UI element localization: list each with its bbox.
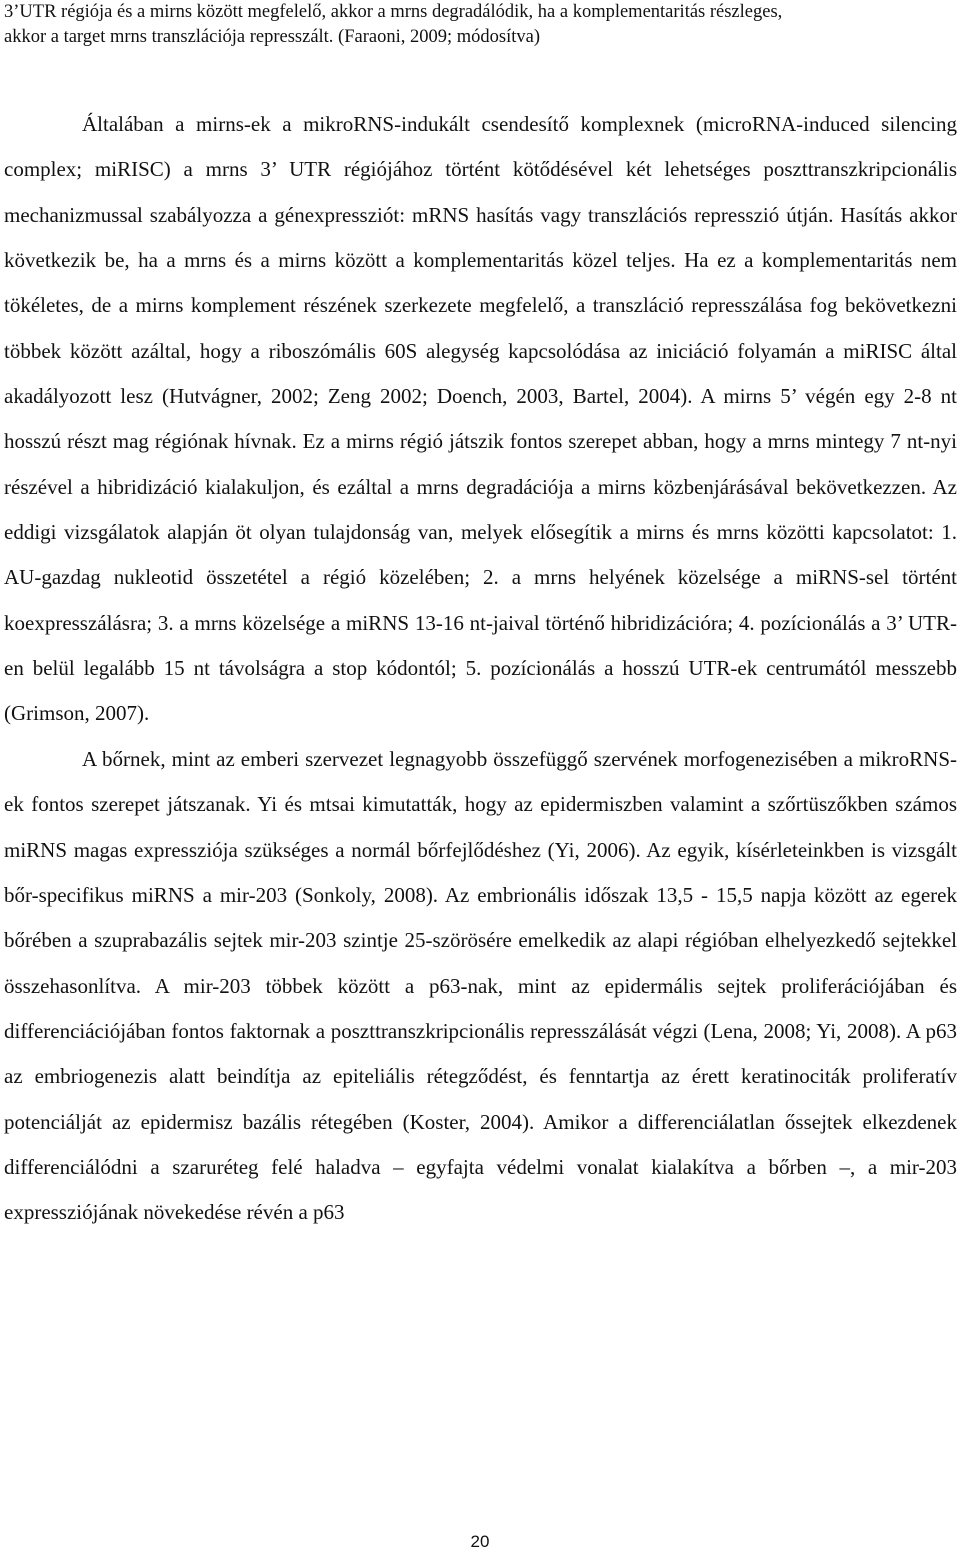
caption-line-2: akkor a target mrns transzlációja represszált. (Faraoni, 2009; módosítva)	[4, 27, 540, 47]
body-text	[4, 102, 957, 1236]
page-number: 20	[470, 1532, 490, 1551]
figure-caption	[4, 0, 956, 50]
paragraph-skin-morphogenesis: A bőrnek, mint az emberi szervezet legnagyobb összefüggő szervének morfogenezisében a mikroRNS-ek fontos szerepet játszanak. Yi és mtsai kimutatták, hogy az epidermiszben valamint a szőrtüszőkben számos miRNS magas expressziója szükséges a normál bőrfejlődéshez (Yi, 2006). Az egyik, kísérleteinkben is vizsgált bőr-specifikus miRNS a mir-203 (Sonkoly, 2008). Az embrionális időszak 13,5 - 15,5 napja között az egerek bőrében a szuprabazális sejtek mir-203 szintje 25-szörösére emelkedik az alapi régióban elhelyezkedő sejtekkel összehasonlítva. A mir-203 többek között a p63-nak, mint az epidermális sejtek proliferációjában és differenciációjában fontos faktornak a poszttranszkripcionális represszálását végzi (Lena, 2008; Yi, 2008). A p63 az embriogenezis alatt beindítja az epiteliális rétegződést, és fenntartja az érett keratinociták proliferatív potenciálját az epidermisz bazális rétegében (Koster, 2004). Amikor a differenciálatlan őssejtek elkezdenek differenciálódni a szaruréteg felé haladva – egyfajta védelmi vonalat kialakítva a bőrben –, a mir-203 expressziójának növekedése révén a p63	[4, 746, 957, 1225]
caption-line-1: 3’UTR régiója és a mirns között megfelelő, akkor a mrns degradálódik, ha a komplementaritás részleges,	[4, 2, 783, 22]
paragraph-mirna-mechanism: Általában a mirns-ek a mikroRNS-indukált csendesítő komplexnek (microRNA-induced silencing complex; miRISC) a mrns 3’ UTR régiójához történt kötődésével két lehetséges poszttranszkripcionális mechanizmussal szabályozza a génexpressziót: mRNS hasítás vagy transzlációs represszió útján. Hasítás akkor következik be, ha a mrns és a mirns között a komplementaritás közel teljes. Ha ez a komplementaritás nem tökéletes, de a mirns komplement részének szerkezete megfelelő, a transzláció represszálása fog bekövetkezni többek között azáltal, hogy a riboszómális 60S alegység kapcsolódása az iniciáció folyamán a miRISC által akadályozott lesz (Hutvágner, 2002; Zeng 2002; Doench, 2003, Bartel, 2004). A mirns 5’ végén egy 2-8 nt hosszú részt mag régiónak hívnak. Ez a mirns régió játszik fontos szerepet abban, hogy a mrns mintegy 7 nt-nyi részével a hibridizáció kialakuljon, és ezáltal a mrns degradációja a mirns közbenjárásával bekövetkezzen. Az eddigi vizsgálatok alapján öt olyan tulajdonság van, melyek elősegítik a mirns és mrns közötti kapcsolatot: 1. AU-gazdag nukleotid összetétel a régió közelében; 2. a mrns helyének közelsége a miRNS-sel történt koexpresszálásra; 3. a mrns közelsége a miRNS 13-16 nt-jaival történő hibridizációra; 4. pozícionálás a 3’ UTR-en belül legalább 15 nt távolságra a stop kódontól; 5. pozícionálás a hosszú UTR-ek centrumától messzebb (Grimson, 2007).	[4, 112, 957, 726]
